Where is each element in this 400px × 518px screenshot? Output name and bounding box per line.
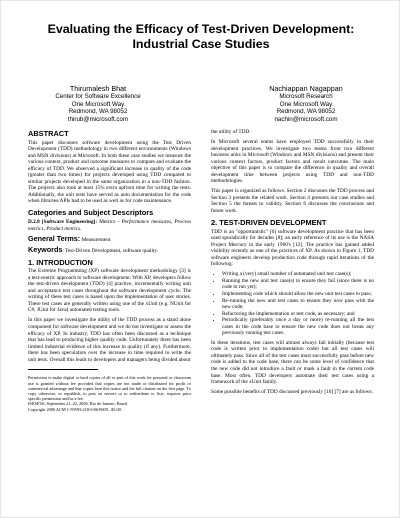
keywords-heading: Keywords [28, 244, 63, 254]
list-item: • Implementing code which should allow the new unit test cases to pass; [222, 291, 374, 298]
introduction-paragraph-2: In this paper we investigate the utility of the TDD process as a stand alone component for software development and we do not investigate or assess the efficacy of XP. In industry, TDD has often been discussed as a technique that has lead to producing higher quality code. Unfortunately there has been limited industrial evidence of this increase in quality (if any). Furthermore, there has been speculation over the increase in time required to write the unit tests. Overall this leads to developers and managers being divided about [28, 317, 191, 363]
author-city: Redmond, WA 98052 [276, 108, 336, 116]
tdd-paragraph: TDD is an "opportunistic" [6] software development practice that has been used sporadically for decades [8]; an early reference of its use is the NASA Project Mercury in the early 1960's [12]. The practice has gained added visibility recently as one of the practices of XP. As shown in Figure 1, TDD software engineers develop production code through rapid iterations of the following: [211, 228, 374, 268]
author-email: thirub@microsoft.com [67, 115, 129, 123]
title-line-1: Evaluating the Efficacy of Test-Driven Development: [47, 22, 355, 36]
iterations-paragraph: In these iterations, test cases will almost always fail initially (because test code is written prior to implementation code) but all test cases will ultimately pass. Since all of the test cases must successfully pass before new code is added to the code base, there can be some level of confidence that the new code did not introduce a fault or mask a fault in the current code base. Most often, TDD developers automate their test cases using a framework of the xUnit family. [211, 339, 374, 386]
abstract-heading: ABSTRACT [28, 129, 69, 138]
tdd-steps-list [211, 271, 374, 336]
list-item: • Re-running the new unit test cases to ensure they now pass with the new code; [222, 298, 374, 311]
copyright-line: Copyright 2006 ACM 1-59593-218-6/06/0009...$5.00. [28, 406, 122, 412]
author-affiliation: Microsoft Research [279, 93, 333, 100]
list-item: • Running the new unit test case(s) to ensure they fail (since there is no code to run yet); [222, 278, 374, 291]
permission-text: Permission to make digital or hard copies of all or part of this work for personal or classroom use is granted without fee provided that copies are not made or distributed for profit or commercial advantage and that copies bear this notice and the full citation on the first page. To copy otherwise, or republish, to post on servers or to redistribute to lists, requires prior specific permission and/or a fee. [28, 375, 191, 402]
paper-title [21, 22, 381, 52]
conference-line: ISESE'06, September 21–22, 2006, Rio de Janeiro, Brazil. [28, 401, 129, 407]
benefits-paragraph: Some possible benefits of TDD discussed previously [16] [7] are as follows: [211, 389, 373, 396]
author-block-2 [241, 84, 371, 123]
list-item: • Refactoring the implementation or test code, as necessary; and [222, 311, 374, 318]
right-paragraph-3: This paper is organized as follows. Section 2 discusses the TDD process and Section 3 presents the related work. Section 4 presents our case studies and Section 5 the threats to validity. Section 6 discusses the conclusions and future work. [211, 188, 374, 215]
categories-text [28, 219, 191, 232]
general-terms-text: Measurement [80, 236, 111, 243]
author-city: Redmond, WA 98052 [68, 108, 128, 116]
author-name: Thirumalesh Bhat [69, 84, 127, 93]
right-paragraph-1: the utility of TDD. [211, 129, 251, 135]
categories-label: Metrics - [97, 218, 122, 225]
author-address: One Microsoft Way [71, 100, 125, 108]
categories-heading: Categories and Subject Descriptors [28, 208, 154, 218]
introduction-paragraph-1: The Extreme Programming (XP) software development methodology [3] is a test-centric approach to software development. With XP, developers follow the test-driven development (TDD) [4] practice, incrementally writing unit and acceptance test cases throughout the software development cycle. The writing of these test cases is based upon the implementation of user stories. These test cases are generally written using one of the xUnit (e.g. NUnit for C#, JUnit for Java) automated testing tools. [28, 268, 191, 314]
list-item: • Periodically (preferably once a day or more) re-running all the test cases in the code base to ensure the new code does not break any previously running test cases. [222, 317, 374, 337]
introduction-heading: 1. INTRODUCTION [28, 257, 93, 267]
left-column [28, 129, 191, 412]
keywords-text: : Test-Driven Development, software quality. [62, 247, 159, 254]
author-block-1 [33, 84, 163, 123]
author-affiliation: Center for Software Excellence [55, 93, 141, 100]
categories-code: D.2.8 [Software Engineering]: [28, 218, 98, 225]
permission-note [28, 375, 191, 411]
list-item: • Writing a (very) small number of automated unit test case(s); [222, 271, 374, 278]
footnote-rule [28, 369, 98, 370]
keywords [28, 244, 191, 255]
author-name: Nachiappan Nagappan [269, 84, 343, 93]
title-line-2: Industrial Case Studies [132, 37, 270, 51]
right-column [211, 129, 374, 399]
right-paragraph-2: In Microsoft several teams have employed TDD successfully in their development practices. We investigate two teams from two different business units in Microsoft (Windows and MSN divisions) and present their various context factors, product factors and result outcomes. The main objective of this paper is to compare the difference in quality and overall development time between projects using TDD and non-TDD methodologies. [211, 139, 374, 185]
general-terms [28, 233, 191, 244]
general-terms-heading: General Terms: [28, 233, 81, 243]
author-email: nachin@microsoft.com [274, 115, 338, 123]
abstract-text: This paper discusses software development using the Test Driven Development (TDD) methodology in two different environments (Windows and MSN divisions) at Microsoft. In both these case studies we measure the various context, product and outcome measures to compare and evaluate the efficacy of TDD. We observed a significant increase in quality of the code (greater than two times) for projects developed using TDD compared to similar projects developed in the same organization in a non-TDD fashion. The projects also took at least 15% extra upfront time for writing the tests. Additionally, the unit tests have served as auto documentation for the code when libraries/APIs had to be used as well as for code maintenance. [28, 139, 191, 205]
categories-terms: Performance measures, Process metrics, Product metrics. [28, 218, 192, 232]
author-address: One Microsoft Way [279, 100, 333, 108]
tdd-heading: 2. TEST-DRIVEN DEVELOPMENT [211, 218, 327, 228]
